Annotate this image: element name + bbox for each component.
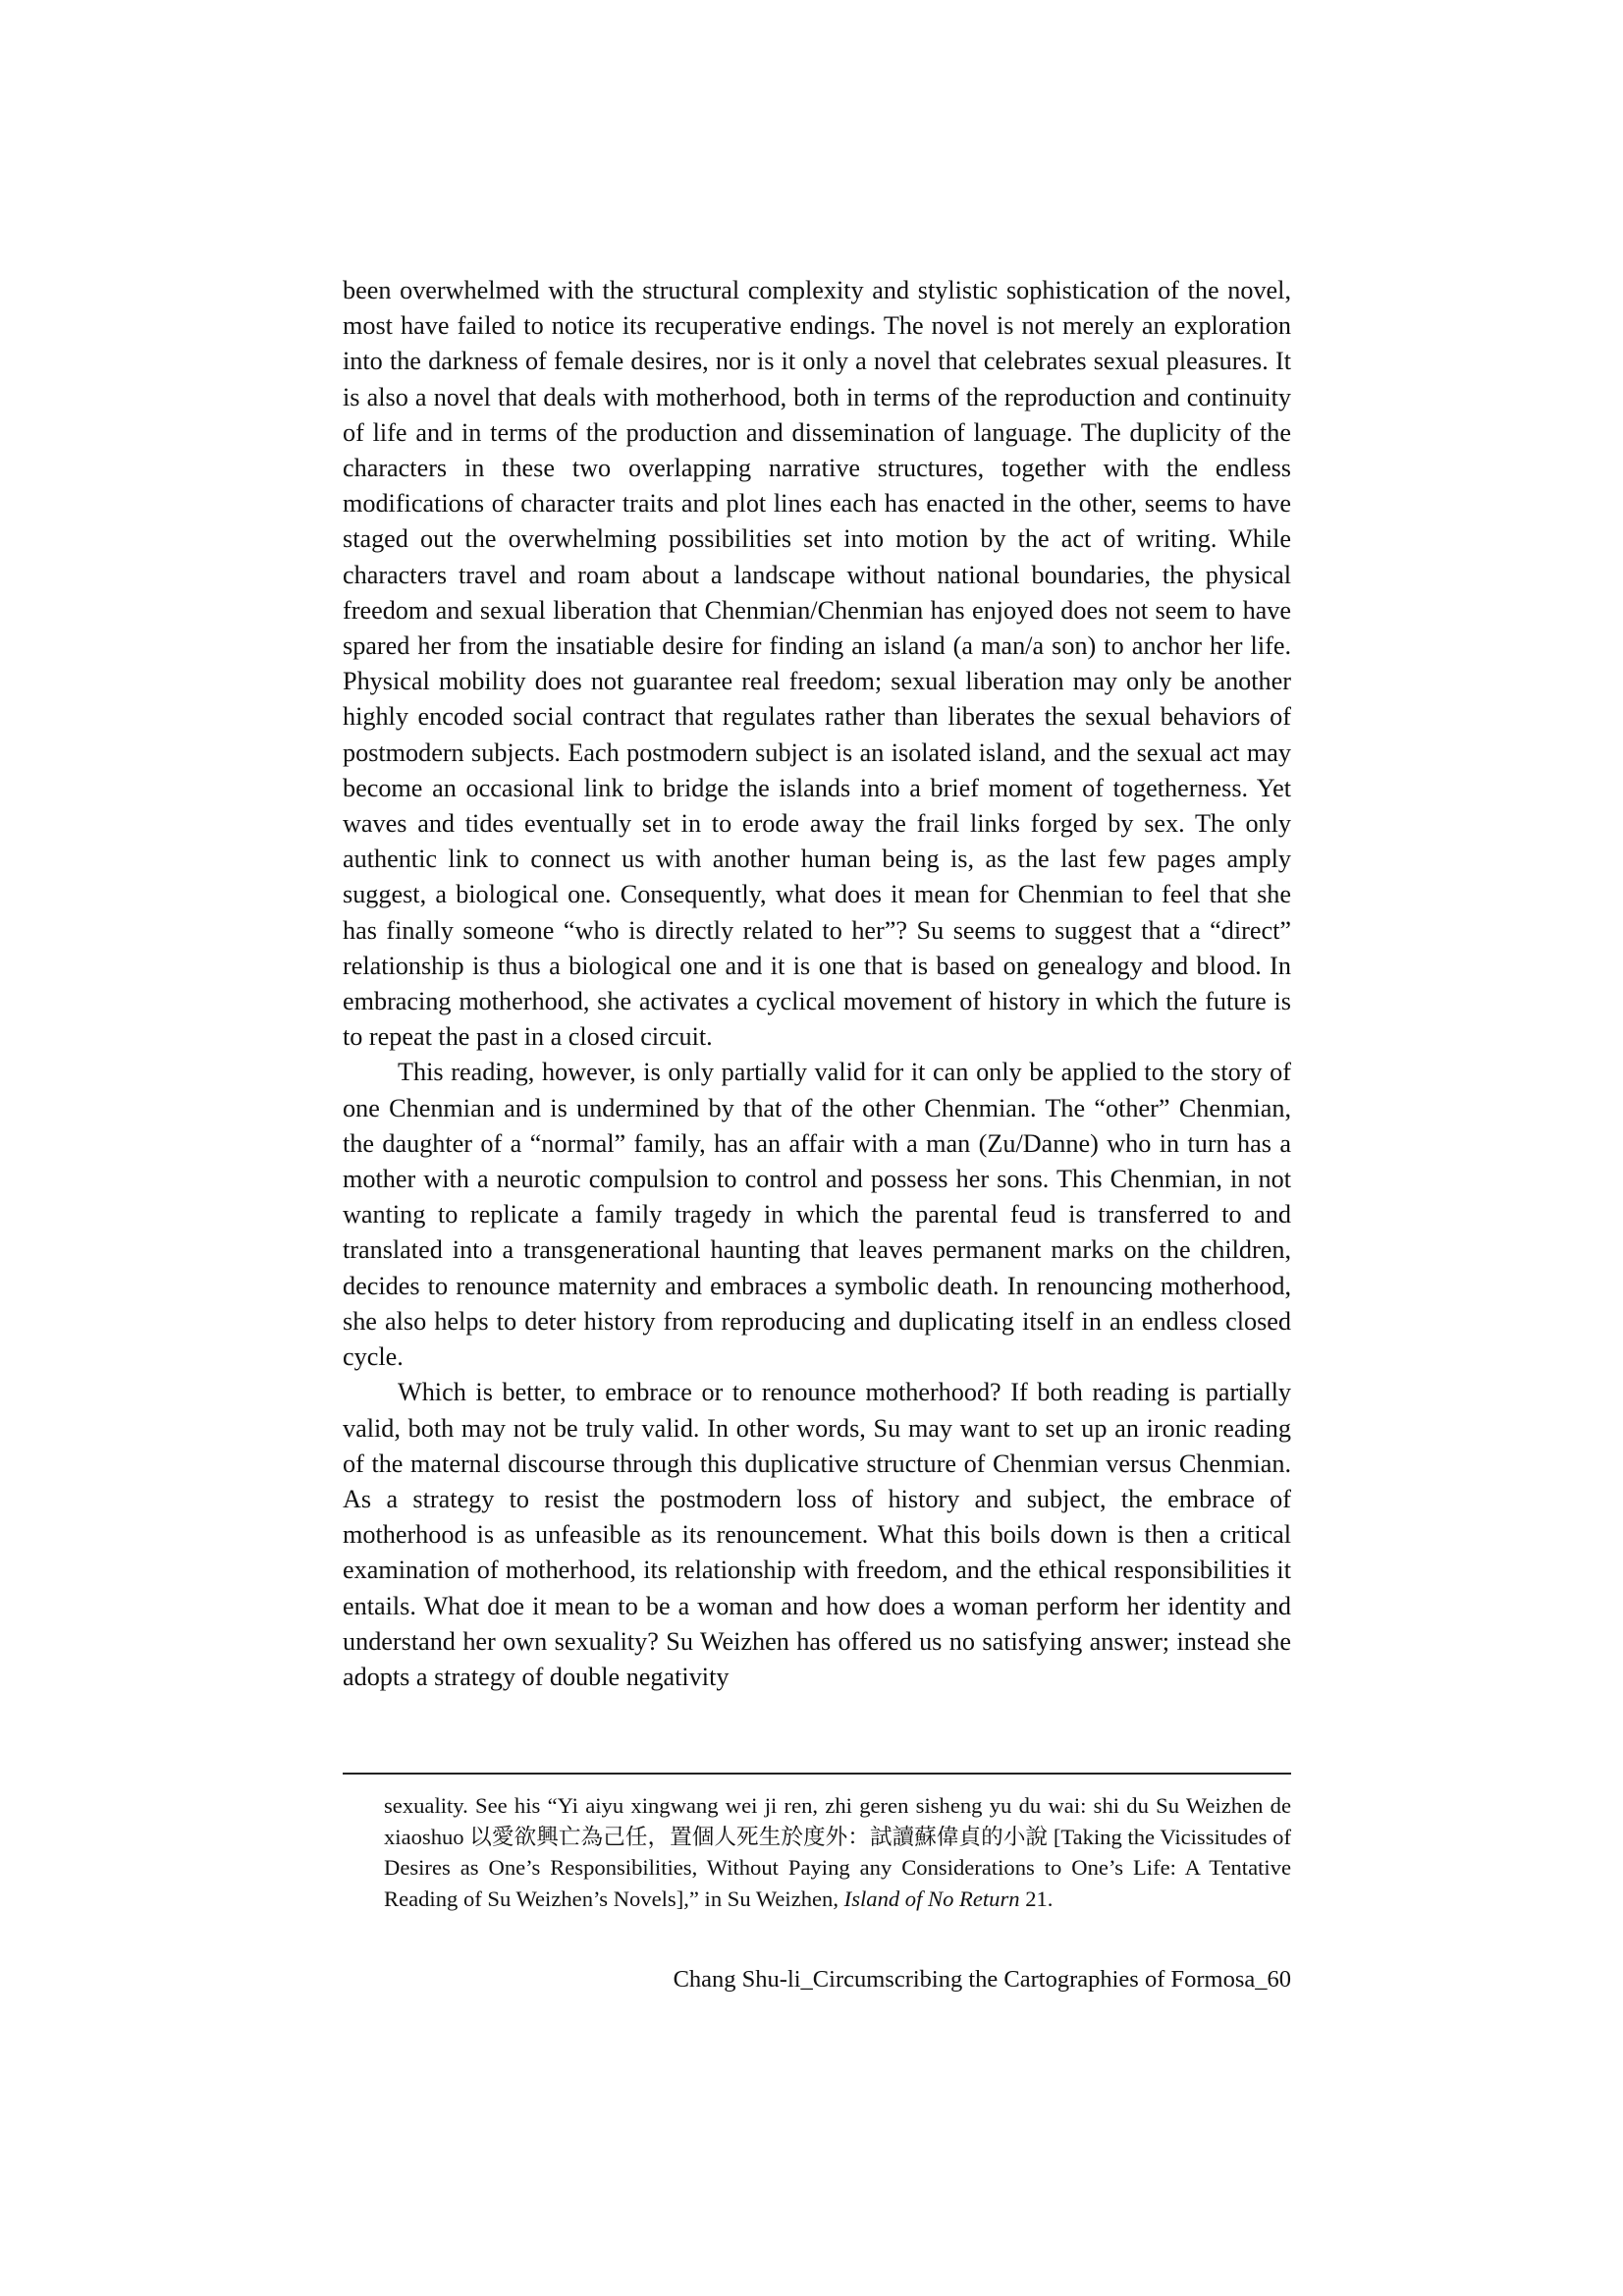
body-paragraph: Which is better, to embrace or to renounce motherhood? If both reading is partially valid, both may not be truly valid. In other words, Su may want to set up an ironic reading of the maternal discourse through this duplicative structure of Chenmian versus Chenmian. As a strategy to resist the postmodern loss of history and subject, the embrace of motherhood is as unfeasible as its renouncement. What this boils down is then a critical examination of motherhood, its relationship with freedom, and the ethical responsibilities it entails. What doe it mean to be a woman and how does a woman perform her identity and understand her own sexuality? Su Weizhen has offered us no satisfying answer; instead she adopts a strategy of double negativity bbox=[343, 1378, 1291, 1691]
footnote-book-title: Island of No Return bbox=[843, 1886, 1020, 1911]
footnote bbox=[384, 1790, 1291, 1914]
body-text bbox=[343, 273, 1291, 1695]
footnote-text: sexuality. See his “Yi aiyu xingwang wei ji ren, zhi geren sisheng yu du wai: shi du Su Weizhen de xiaoshuo 以愛欲興亡為己任，置個人死生於度外：試讀蘇偉貞的小說 [Taking the Vicissitudes of Desires as One’s Responsibilities, Without Paying any Considerations to One’s Life: A Tentative Reading of Su Weizhen’s Novels],” in Su Weizhen, bbox=[384, 1793, 1291, 1911]
footnote-separator bbox=[343, 1773, 1291, 1775]
body-paragraph: been overwhelmed with the structural complexity and stylistic sophistication of the novel, most have failed to notice its recuperative endings. The novel is not merely an exploration into the darkness of female desires, nor is it only a novel that celebrates sexual pleasures. It is also a novel that deals with motherhood, both in terms of the reproduction and continuity of life and in terms of the production and dissemination of language. The duplicity of the characters in these two overlapping narrative structures, together with the endless modifications of character traits and plot lines each has enacted in the other, seems to have staged out the overwhelming possibilities set into motion by the act of writing. While characters travel and roam about a landscape without national boundaries, the physical freedom and sexual liberation that Chenmian/Chenmian has enjoyed does not seem to have spared her from the insatiable desire for finding an island (a man/a son) to anchor her life. Physical mobility does not guarantee real freedom; sexual liberation may only be another highly encoded social contract that regulates rather than liberates the sexual behaviors of postmodern subjects. Each postmodern subject is an isolated island, and the sexual act may become an occasional link to bridge the islands into a brief moment of togetherness. Yet waves and tides eventually set in to erode away the frail links forged by sex. The only authentic link to connect us with another human being is, as the last few pages amply suggest, a biological one. Consequently, what does it mean for Chenmian to feel that she has finally someone “who is directly related to her”? Su seems to suggest that a “direct” relationship is thus a biological one and it is one that is based on genealogy and blood. In embracing motherhood, she activates a cyclical movement of history in which the future is to repeat the past in a closed circuit. bbox=[343, 276, 1291, 1052]
footnote-page-ref: 21. bbox=[1025, 1886, 1054, 1911]
body-paragraph: This reading, however, is only partially valid for it can only be applied to the story of one Chenmian and is undermined by that of the other Chenmian. The “other” Chenmian, the daughter of a “normal” family, has an affair with a man (Zu/Danne) who in turn has a mother with a neurotic compulsion to control and possess her sons. This Chenmian, in not wanting to replicate a family tragedy in which the parental feud is transferred to and translated into a transgenerational haunting that leaves permanent marks on the children, decides to renounce maternity and embraces a symbolic death. In renouncing motherhood, she also helps to deter history from reproducing and duplicating itself in an endless closed cycle. bbox=[343, 1058, 1291, 1372]
running-footer: Chang Shu-li_Circumscribing the Cartographies of Formosa_60 bbox=[673, 1966, 1291, 1993]
